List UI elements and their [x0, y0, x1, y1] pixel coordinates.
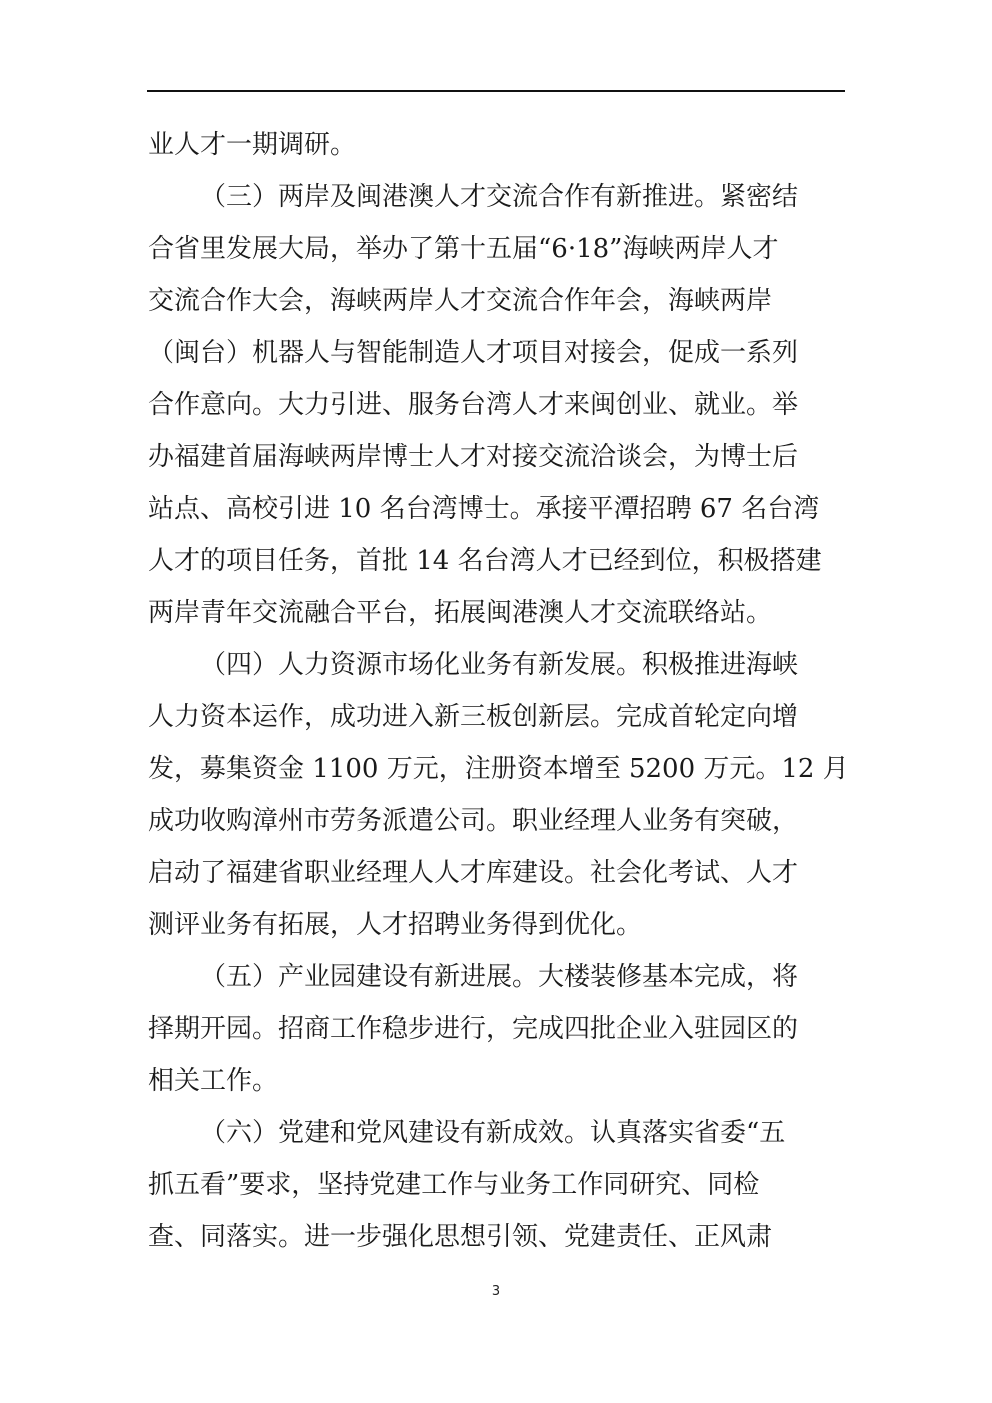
text-line: 抓五看”要求，坚持党建工作与业务工作同研究、同检	[148, 1170, 760, 1200]
header-rule	[147, 90, 845, 92]
text-line: 查、同落实。进一步强化思想引领、党建责任、正风肃	[148, 1222, 773, 1252]
text-line: 业人才一期调研。	[148, 130, 357, 160]
body-text	[148, 119, 849, 1263]
text-line: 交流合作大会，海峡两岸人才交流合作年会，海峡两岸	[148, 286, 773, 316]
text-line: 人才的项目任务，首批 14 名台湾人才已经到位，积极搭建	[148, 546, 822, 576]
paragraph-heading-5: （五）产业园建设有新进展。大楼装修基本完成，将	[200, 962, 799, 992]
text-line: 合省里发展大局，举办了第十五届“6·18”海峡两岸人才	[148, 234, 779, 264]
text-line: 启动了福建省职业经理人人才库建设。社会化考试、人才	[148, 858, 799, 888]
text-line: 合作意向。大力引进、服务台湾人才来闽创业、就业。举	[148, 390, 799, 420]
paragraph-heading-6: （六）党建和党风建设有新成效。认真落实省委“五	[200, 1118, 786, 1148]
text-line: 成功收购漳州市劳务派遣公司。职业经理人业务有突破，	[148, 806, 799, 836]
text-line: 测评业务有拓展，人才招聘业务得到优化。	[148, 910, 643, 940]
paragraph-heading-4: （四）人力资源市场化业务有新发展。积极推进海峡	[200, 650, 799, 680]
text-line: 人力资本运作，成功进入新三板创新层。完成首轮定向增	[148, 702, 799, 732]
text-line: 办福建首届海峡两岸博士人才对接交流洽谈会，为博士后	[148, 442, 799, 472]
text-line: 择期开园。招商工作稳步进行，完成四批企业入驻园区的	[148, 1014, 799, 1044]
text-line: 发，募集资金 1100 万元，注册资本增至 5200 万元。12 月	[148, 754, 849, 784]
paragraph-heading-3: （三）两岸及闽港澳人才交流合作有新推进。紧密结	[200, 182, 799, 212]
text-line: （闽台）机器人与智能制造人才项目对接会，促成一系列	[148, 338, 799, 368]
text-line: 相关工作。	[148, 1066, 279, 1096]
text-line: 站点、高校引进 10 名台湾博士。承接平潭招聘 67 名台湾	[148, 494, 820, 524]
page-number: 3	[491, 1284, 501, 1299]
text-line: 两岸青年交流融合平台，拓展闽港澳人才交流联络站。	[148, 598, 773, 628]
